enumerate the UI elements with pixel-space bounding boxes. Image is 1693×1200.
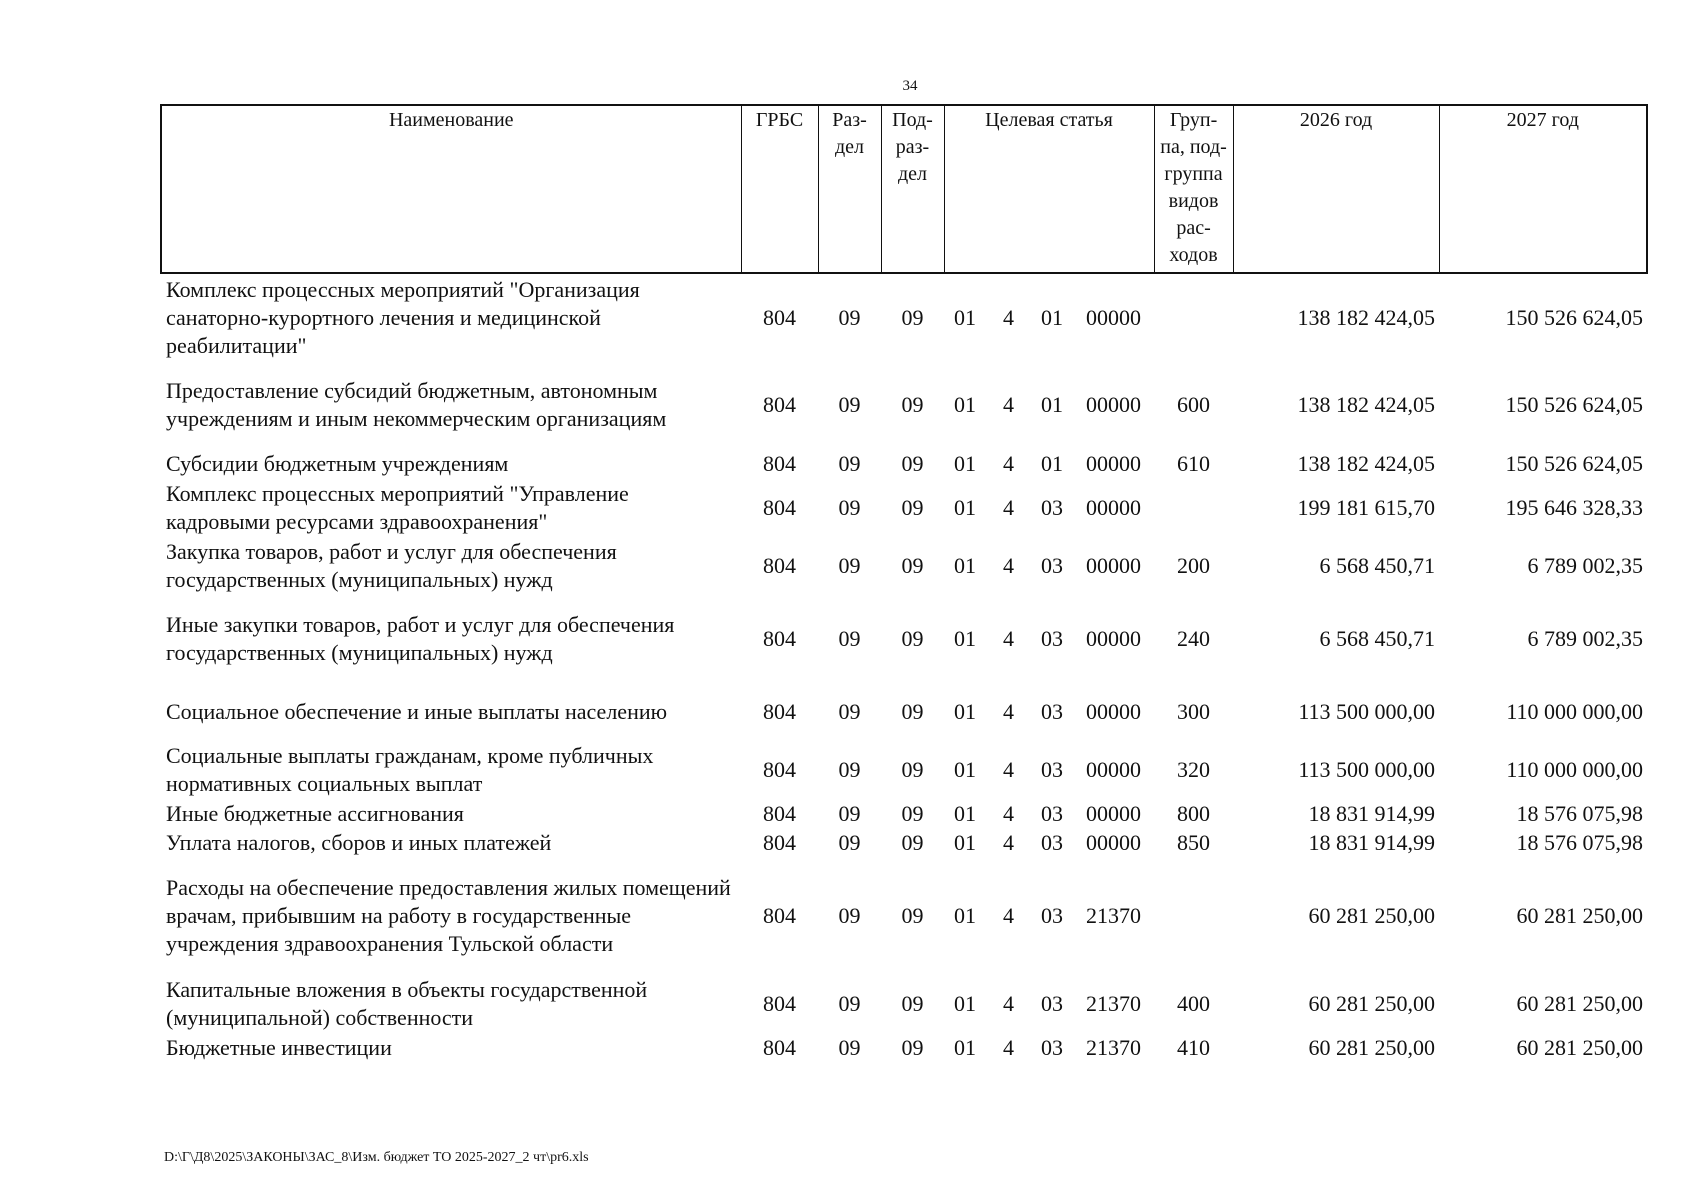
row-tselevaya-program-cell: 01	[954, 495, 976, 520]
budget-table	[160, 104, 1648, 1063]
row-amount-2027-cell: 60 281 250,00	[1516, 1035, 1644, 1060]
row-razdel-cell: 09	[838, 903, 861, 928]
row-tselevaya-type-cell: 4	[1003, 829, 1014, 855]
row-razdel-cell: 09	[838, 304, 861, 330]
header-razdel: Раз- дел	[818, 105, 881, 273]
header-year-2026: 2026 год	[1233, 105, 1439, 273]
row-podrazdel-cell: 09	[901, 626, 924, 651]
table-row	[161, 741, 1647, 799]
row-tselevaya-program-cell: 01	[954, 757, 976, 782]
row-amount-2026-cell: 18 831 914,99	[1308, 829, 1436, 855]
row-amount-2026-cell: 6 568 450,71	[1319, 626, 1436, 651]
row-tselevaya-type-cell: 4	[1003, 1035, 1014, 1060]
row-vid-rashodov-cell: 410	[1177, 1035, 1211, 1060]
row-tselevaya-structure-cell: 03	[1041, 829, 1063, 855]
row-amount-2026-cell: 199 181 615,70	[1297, 495, 1436, 520]
row-tselevaya-direction-cell: 21370	[1086, 991, 1142, 1016]
row-tselevaya-type-cell: 4	[1003, 757, 1014, 782]
row-vid-rashodov-cell: 300	[1177, 699, 1211, 724]
row-tselevaya-direction-cell: 00000	[1086, 304, 1142, 330]
row-name-cell: Предоставление субсидий бюджетным, автономным учреждениям и иным некоммерческим организациям	[166, 378, 667, 431]
row-name-cell: Бюджетные инвестиции	[166, 1035, 392, 1060]
row-amount-2026-cell: 60 281 250,00	[1308, 991, 1436, 1016]
row-tselevaya-structure-cell: 03	[1041, 1035, 1063, 1060]
table-row	[161, 1033, 1647, 1063]
row-podrazdel-cell: 09	[901, 1035, 924, 1060]
row-vid-rashodov-cell	[1154, 479, 1233, 537]
row-grbs-cell: 804	[763, 553, 796, 578]
row-tselevaya-type-cell: 4	[1003, 495, 1014, 520]
row-name-cell: Социальное обеспечение и иные выплаты населению	[166, 699, 668, 724]
row-amount-2026-cell: 113 500 000,00	[1298, 757, 1436, 782]
row-tselevaya-direction-cell: 00000	[1086, 699, 1142, 724]
row-tselevaya-type-cell: 4	[1003, 392, 1014, 417]
row-podrazdel-cell: 09	[901, 800, 924, 826]
row-tselevaya-direction-cell: 00000	[1086, 800, 1142, 826]
row-podrazdel-cell: 09	[901, 903, 924, 928]
row-name-cell: Расходы на обеспечение предоставления жилых помещений врачам, прибывшим на работу в государственные учреждения здравоохранения Тульской области	[166, 875, 731, 956]
row-name-cell: Комплекс процессных мероприятий "Управление кадровыми ресурсами здравоохранения"	[166, 481, 629, 534]
row-podrazdel-cell: 09	[901, 495, 924, 520]
page-number: 34	[902, 78, 918, 94]
row-amount-2027-cell: 110 000 000,00	[1506, 699, 1644, 724]
row-grbs-cell: 804	[763, 757, 796, 782]
row-amount-2026-cell: 6 568 450,71	[1319, 553, 1436, 578]
row-vid-rashodov-cell: 610	[1177, 451, 1211, 476]
row-amount-2026-cell: 138 182 424,05	[1297, 304, 1436, 330]
header-podrazdel: Под- раз- дел	[881, 105, 944, 273]
row-grbs-cell: 804	[763, 991, 796, 1016]
row-tselevaya-structure-cell: 01	[1041, 392, 1063, 417]
table-row	[161, 828, 1647, 857]
row-razdel-cell: 09	[838, 495, 861, 520]
row-tselevaya-type-cell: 4	[1003, 991, 1014, 1016]
budget-table-sheet	[160, 104, 1646, 1063]
row-tselevaya-structure-cell: 01	[1041, 451, 1063, 476]
row-tselevaya-type-cell: 4	[1003, 451, 1014, 476]
row-grbs-cell: 804	[763, 495, 796, 520]
row-tselevaya-program-cell: 01	[954, 392, 976, 417]
row-razdel-cell: 09	[838, 626, 861, 651]
row-razdel-cell: 09	[838, 392, 861, 417]
row-tselevaya-structure-cell: 03	[1041, 991, 1063, 1016]
row-grbs-cell: 804	[763, 451, 796, 476]
row-grbs-cell: 804	[763, 304, 796, 330]
row-amount-2027-cell: 110 000 000,00	[1506, 757, 1644, 782]
header-tselevaya-statya: Целевая статья	[944, 105, 1154, 273]
row-razdel-cell: 09	[838, 757, 861, 782]
row-tselevaya-direction-cell: 00000	[1086, 829, 1142, 855]
row-vid-rashodov-cell: 320	[1177, 757, 1211, 782]
row-grbs-cell: 804	[763, 1035, 796, 1060]
row-podrazdel-cell: 09	[901, 392, 924, 417]
row-amount-2027-cell: 6 789 002,35	[1527, 553, 1644, 578]
row-podrazdel-cell: 09	[901, 553, 924, 578]
row-podrazdel-cell: 09	[901, 991, 924, 1016]
row-podrazdel-cell: 09	[901, 829, 924, 855]
row-vid-rashodov-cell: 240	[1177, 626, 1211, 651]
row-tselevaya-program-cell: 01	[954, 903, 976, 928]
row-razdel-cell: 09	[838, 699, 861, 724]
table-row	[161, 537, 1647, 595]
row-tselevaya-type-cell: 4	[1003, 553, 1014, 578]
row-tselevaya-type-cell: 4	[1003, 626, 1014, 651]
row-name-cell: Субсидии бюджетным учреждениям	[166, 451, 509, 476]
row-tselevaya-type-cell: 4	[1003, 800, 1014, 826]
row-name-cell: Уплата налогов, сборов и иных платежей	[166, 829, 552, 855]
row-vid-rashodov-cell	[1154, 857, 1233, 975]
row-grbs-cell: 804	[763, 903, 796, 928]
row-vid-rashodov-cell: 850	[1177, 829, 1211, 855]
row-name-cell: Закупка товаров, работ и услуг для обеспечения государственных (муниципальных) нужд	[166, 539, 617, 592]
row-tselevaya-type-cell: 4	[1003, 903, 1014, 928]
row-amount-2026-cell: 138 182 424,05	[1297, 392, 1436, 417]
row-tselevaya-program-cell: 01	[954, 1035, 976, 1060]
header-gruppa-vidov-rashodov: Груп- па, под- группа видов рас- ходов	[1154, 105, 1233, 273]
row-tselevaya-structure-cell: 03	[1041, 800, 1063, 826]
row-amount-2026-cell: 138 182 424,05	[1297, 451, 1436, 476]
row-name-cell: Комплекс процессных мероприятий "Организация санаторно-курортного лечения и медицинской реабилитации"	[166, 276, 640, 358]
row-razdel-cell: 09	[838, 829, 861, 855]
row-grbs-cell: 804	[763, 800, 796, 826]
row-tselevaya-type-cell: 4	[1003, 699, 1014, 724]
row-podrazdel-cell: 09	[901, 757, 924, 782]
row-vid-rashodov-cell: 800	[1177, 800, 1211, 826]
row-amount-2027-cell: 18 576 075,98	[1516, 829, 1644, 855]
row-tselevaya-program-cell: 01	[954, 829, 976, 855]
row-amount-2026-cell: 113 500 000,00	[1298, 699, 1436, 724]
table-row	[161, 975, 1647, 1033]
row-vid-rashodov-cell: 400	[1177, 991, 1211, 1016]
row-tselevaya-direction-cell: 21370	[1086, 1035, 1142, 1060]
row-tselevaya-program-cell: 01	[954, 553, 976, 578]
row-vid-rashodov-cell	[1154, 273, 1233, 361]
row-tselevaya-structure-cell: 03	[1041, 495, 1063, 520]
row-vid-rashodov-cell: 600	[1177, 392, 1211, 417]
row-name-cell: Иные закупки товаров, работ и услуг для обеспечения государственных (муниципальных) нужд	[166, 612, 675, 665]
row-tselevaya-direction-cell: 21370	[1086, 903, 1142, 928]
row-tselevaya-structure-cell: 03	[1041, 757, 1063, 782]
row-podrazdel-cell: 09	[901, 451, 924, 476]
header-grbs: ГРБС	[741, 105, 818, 273]
table-row	[161, 799, 1647, 828]
row-tselevaya-structure-cell: 03	[1041, 553, 1063, 578]
row-razdel-cell: 09	[838, 1035, 861, 1060]
table-row	[161, 857, 1647, 975]
row-razdel-cell: 09	[838, 553, 861, 578]
row-grbs-cell: 804	[763, 829, 796, 855]
table-body	[161, 273, 1647, 1063]
row-tselevaya-structure-cell: 03	[1041, 626, 1063, 651]
row-tselevaya-structure-cell: 01	[1041, 304, 1063, 330]
row-name-cell: Капитальные вложения в объекты государственной (муниципальной) собственности	[166, 977, 648, 1030]
row-name-cell: Иные бюджетные ассигнования	[166, 800, 464, 826]
row-amount-2026-cell: 60 281 250,00	[1308, 903, 1436, 928]
table-row	[161, 683, 1647, 741]
row-amount-2027-cell: 6 789 002,35	[1527, 626, 1644, 651]
row-tselevaya-program-cell: 01	[954, 991, 976, 1016]
row-tselevaya-type-cell: 4	[1003, 304, 1014, 330]
row-amount-2027-cell: 150 526 624,05	[1505, 392, 1644, 417]
row-tselevaya-direction-cell: 00000	[1086, 553, 1142, 578]
header-name: Наименование	[161, 105, 741, 273]
row-tselevaya-program-cell: 01	[954, 451, 976, 476]
row-tselevaya-direction-cell: 00000	[1086, 392, 1142, 417]
file-path-footer: D:\Г\Д8\2025\ЗАКОНЫ\ЗАС_8\Изм. бюджет ТО 2025-2027_2 чт\pr6.xls	[164, 1150, 589, 1165]
table-row	[161, 595, 1647, 683]
table-row	[161, 479, 1647, 537]
table-header	[161, 105, 1647, 273]
row-tselevaya-direction-cell: 00000	[1086, 495, 1142, 520]
table-row	[161, 273, 1647, 361]
row-grbs-cell: 804	[763, 626, 796, 651]
row-tselevaya-program-cell: 01	[954, 304, 976, 330]
row-tselevaya-direction-cell: 00000	[1086, 626, 1142, 651]
row-tselevaya-direction-cell: 00000	[1086, 451, 1142, 476]
row-amount-2027-cell: 150 526 624,05	[1505, 304, 1644, 330]
row-grbs-cell: 804	[763, 699, 796, 724]
row-vid-rashodov-cell: 200	[1177, 553, 1211, 578]
row-podrazdel-cell: 09	[901, 304, 924, 330]
row-razdel-cell: 09	[838, 451, 861, 476]
row-podrazdel-cell: 09	[901, 699, 924, 724]
row-tselevaya-direction-cell: 00000	[1086, 757, 1142, 782]
row-amount-2026-cell: 18 831 914,99	[1308, 800, 1436, 826]
row-tselevaya-program-cell: 01	[954, 699, 976, 724]
row-amount-2027-cell: 150 526 624,05	[1505, 451, 1644, 476]
row-tselevaya-structure-cell: 03	[1041, 903, 1063, 928]
row-amount-2027-cell: 60 281 250,00	[1516, 903, 1644, 928]
row-amount-2026-cell: 60 281 250,00	[1308, 1035, 1436, 1060]
row-amount-2027-cell: 18 576 075,98	[1516, 800, 1644, 826]
table-row	[161, 449, 1647, 479]
row-name-cell: Социальные выплаты гражданам, кроме публичных нормативных социальных выплат	[166, 743, 654, 796]
row-razdel-cell: 09	[838, 991, 861, 1016]
row-tselevaya-program-cell: 01	[954, 800, 976, 826]
row-grbs-cell: 804	[763, 392, 796, 417]
row-razdel-cell: 09	[838, 800, 861, 826]
row-amount-2027-cell: 195 646 328,33	[1505, 495, 1644, 520]
row-tselevaya-structure-cell: 03	[1041, 699, 1063, 724]
header-year-2027: 2027 год	[1439, 105, 1647, 273]
table-row	[161, 361, 1647, 449]
row-tselevaya-program-cell: 01	[954, 626, 976, 651]
row-amount-2027-cell: 60 281 250,00	[1516, 991, 1644, 1016]
